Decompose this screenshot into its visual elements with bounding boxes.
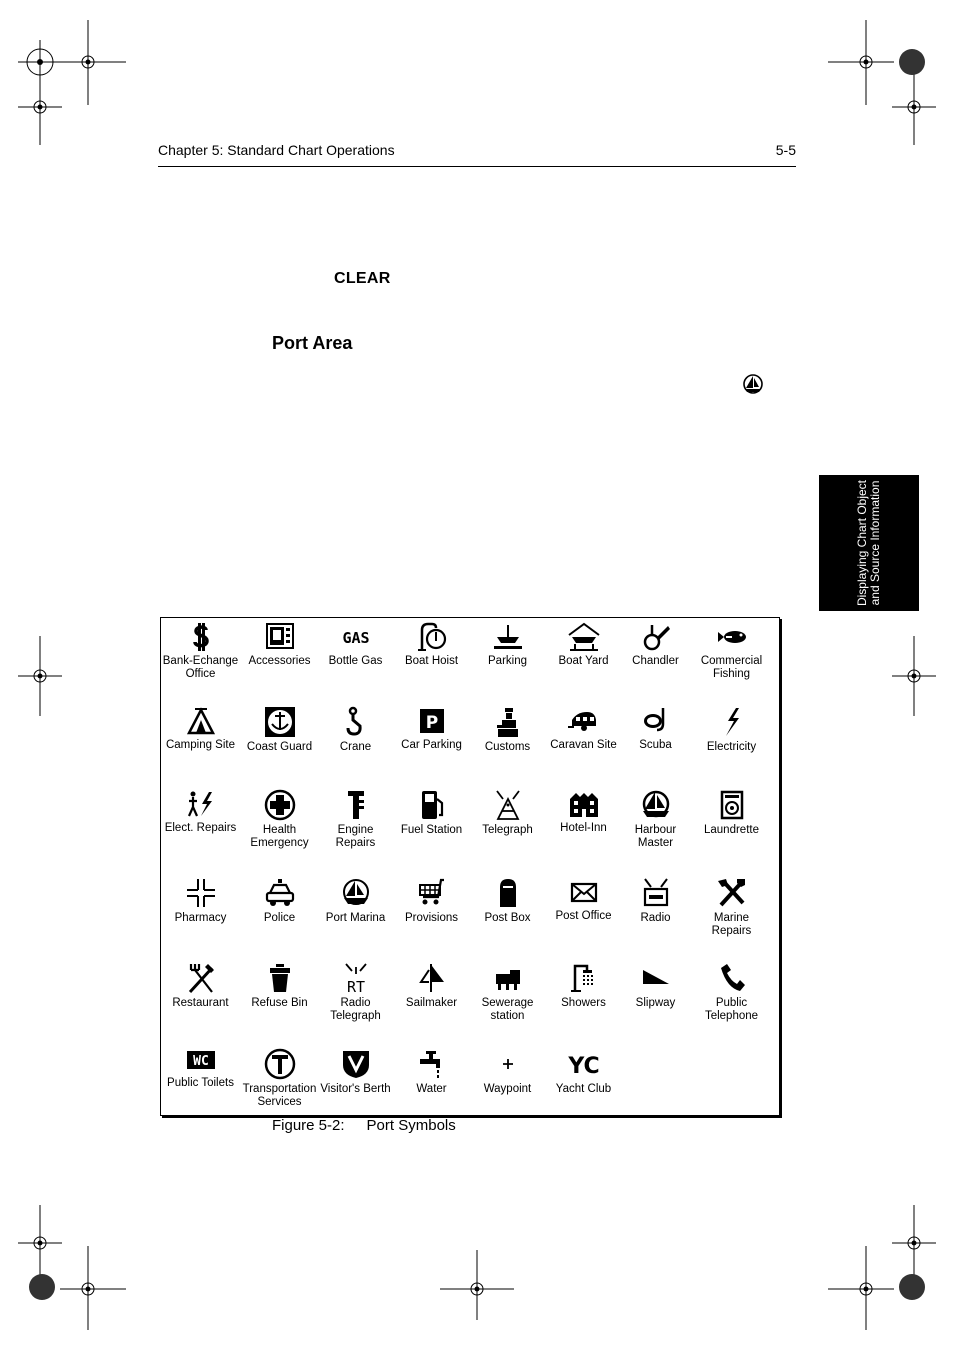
symbol-harbour-master: Harbour Master [617,789,694,850]
caravan-icon [567,706,601,736]
symbol-hotel-inn: Hotel-Inn [545,789,622,835]
port-marina-icon [340,877,372,909]
symbol-boat-hoist: Boat Hoist [393,622,470,668]
boat-hoist-icon [416,622,448,652]
telephone-icon [717,962,747,994]
symbol-accessories: Accessories [241,622,318,668]
customs-icon [493,706,523,738]
refuse-bin-icon [266,962,294,994]
radio-telegraph-icon [340,962,372,994]
side-tab [819,475,919,611]
gas-icon [339,622,373,652]
tent-icon [186,706,216,736]
symbol-water: Water [393,1048,470,1096]
yacht-club-icon [567,1048,601,1080]
parking-icon [492,622,524,652]
symbol-radio-telegraph: RT Radio Telegraph [317,962,394,1023]
symbol-bottle-gas: GAS Bottle Gas [317,622,394,668]
symbol-camping-site: Camping Site [162,706,239,752]
telegraph-icon [493,789,523,821]
symbol-waypoint: Waypoint [469,1048,546,1096]
symbol-commercial-fishing: Commercial Fishing [693,622,770,681]
symbol-bank: Bank-Echange Office [162,622,239,681]
section-title: Port Area [272,333,353,353]
crane-hook-icon [343,706,369,738]
lightning-icon [719,706,745,738]
sailmaker-icon [417,962,447,994]
transportation-icon [264,1048,296,1080]
symbol-fuel-station: Fuel Station [393,789,470,837]
symbol-telegraph: Telegraph [469,789,546,837]
symbol-electricity: Electricity [693,706,770,754]
water-tap-icon [416,1048,448,1080]
page-header [158,142,796,167]
visitors-berth-icon [340,1048,372,1080]
chapter-title: Chapter 5: Standard Chart Operations [158,142,395,158]
symbol-boat-yard: Boat Yard [545,622,622,668]
shower-icon [569,962,599,994]
symbol-refuse-bin: Refuse Bin [241,962,318,1010]
sewerage-icon [492,962,524,994]
svg-text:WC: WC [192,1054,209,1069]
symbol-restaurant: Restaurant [162,962,239,1010]
symbol-post-office: Post Office [545,877,622,923]
symbol-radio: Radio [617,877,694,925]
accessories-icon [266,622,294,652]
symbol-laundrette: Laundrette [693,789,770,837]
fish-icon [714,622,750,652]
symbol-car-parking: P Car Parking [393,706,470,752]
svg-text:YC: YC [567,1054,600,1079]
scuba-icon [641,706,671,736]
harbour-master-icon [640,789,672,821]
figure-caption [272,1117,456,1134]
harbour-inline-icon [742,373,764,395]
caption-number: Figure 5-2: [272,1117,345,1134]
symbol-sewerage-station: Sewerage station [469,962,546,1023]
caption-title: Port Symbols [366,1117,456,1134]
symbol-public-toilets: WC Public Toilets [162,1048,239,1090]
envelope-icon [569,877,599,907]
restaurant-icon [186,962,216,994]
svg-text:GAS: GAS [341,629,370,647]
svg-text:RT: RT [346,978,365,994]
symbol-transportation-services: Transportation Services [241,1048,318,1109]
shopping-cart-icon [416,877,448,909]
toilets-icon [185,1048,217,1074]
symbol-post-box: Post Box [469,877,546,925]
symbol-engine-repairs: Engine Repairs [317,789,394,850]
symbol-slipway: Slipway [617,962,694,1010]
symbol-chandler: Chandler [617,622,694,668]
page-number: 5-5 [775,142,796,158]
symbol-scuba: Scuba [617,706,694,752]
symbol-marine-repairs: Marine Repairs [693,877,770,938]
symbol-provisions: Provisions [393,877,470,925]
symbol-crane: Crane [317,706,394,754]
elect-repairs-icon [185,789,217,819]
svg-text:P: P [425,713,438,733]
post-box-icon [494,877,522,909]
boat-yard-icon [567,622,601,652]
slipway-icon [639,962,673,994]
radio-icon [641,877,671,909]
symbol-coast-guard: Coast Guard [241,706,318,754]
car-parking-icon [417,706,447,736]
chandler-icon [640,622,672,652]
side-tab-text: Displaying Chart Object and Source Information [855,479,882,607]
symbol-visitors-berth: Visitor's Berth [317,1048,394,1096]
bank-icon [187,622,215,652]
symbol-caravan-site: Caravan Site [545,706,622,752]
pharmacy-icon [185,877,217,909]
health-cross-icon [264,789,296,821]
symbol-yacht-club: YC Yacht Club [545,1048,622,1096]
symbol-public-telephone: Public Telephone [693,962,770,1023]
engine-repairs-icon [342,789,370,821]
symbol-parking: Parking [469,622,546,668]
coast-guard-icon [264,706,296,738]
port-symbols-figure [160,617,780,1116]
police-car-icon [264,877,296,909]
fuel-pump-icon [417,789,447,821]
symbol-port-marina: Port Marina [317,877,394,925]
symbol-sailmaker: Sailmaker [393,962,470,1010]
symbol-customs: Customs [469,706,546,754]
hotel-icon [568,789,600,819]
laundrette-icon [718,789,746,821]
waypoint-icon [493,1048,523,1080]
clear-key-label: CLEAR [334,270,391,287]
symbol-health-emergency: Health Emergency [241,789,318,850]
symbol-elect-repairs: Elect. Repairs [162,789,239,835]
symbol-pharmacy: Pharmacy [162,877,239,925]
symbol-showers: Showers [545,962,622,1010]
symbol-police: Police [241,877,318,925]
tools-icon [715,877,749,909]
